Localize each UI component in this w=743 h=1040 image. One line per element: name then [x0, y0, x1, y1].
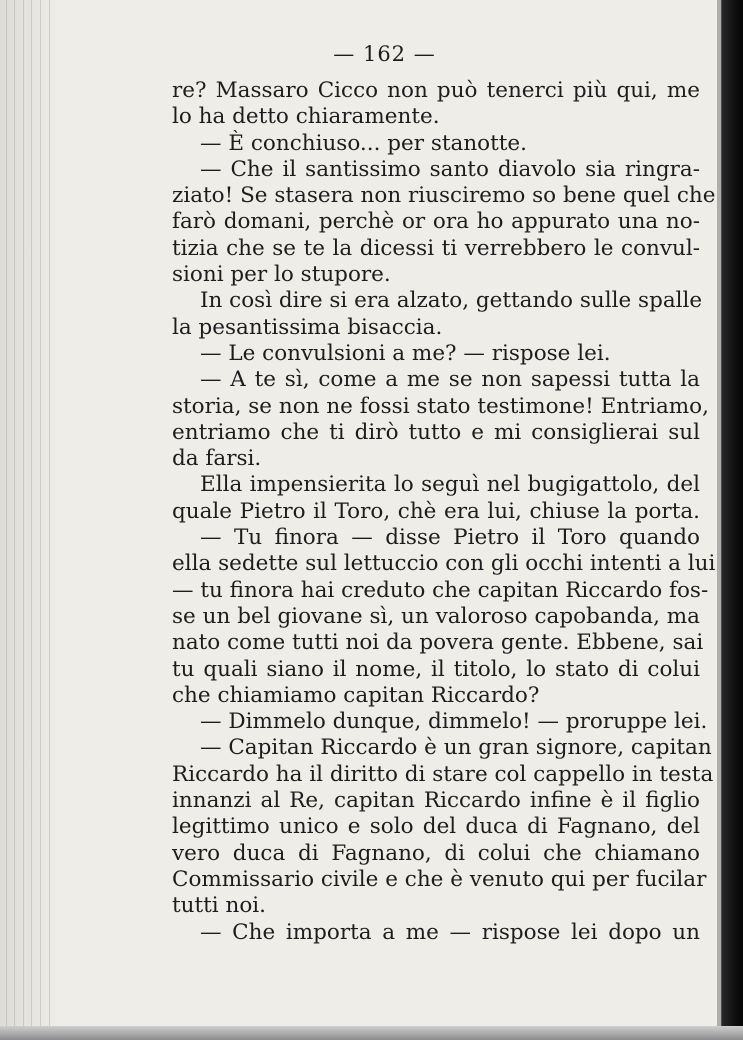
text-line: — Che il santissimo santo diavolo sia ringra- [200, 156, 700, 182]
binding-shadow [717, 0, 722, 1040]
text-line: nato come tutti noi da povera gente. Ebbene, sai [172, 630, 704, 656]
text-line: Riccardo ha il diritto di stare col cappello in testa [172, 761, 714, 787]
text-line: lo ha detto chiaramente. [172, 104, 440, 130]
text-line: In così dire si era alzato, gettando sulle spalle [200, 288, 703, 314]
text-line: — Che importa a me — rispose lei dopo un [200, 919, 700, 945]
gutter-stripe [40, 0, 41, 1040]
text-line: — Capitan Riccardo è un gran signore, capitan [200, 735, 712, 761]
text-line: entriamo che ti dirò tutto e mi consiglierai sul [172, 419, 700, 445]
book-binding-edge [721, 0, 743, 1040]
page-number: — 162 — [333, 42, 436, 66]
text-line: quale Pietro il Toro, chè era lui, chiuse la porta. [172, 498, 700, 524]
text-line: — Tu finora — disse Pietro il Toro quando [200, 525, 700, 551]
gutter-stripe [31, 0, 32, 1040]
text-line: storia, se non ne fossi stato testimone! Entriamo, [172, 393, 709, 419]
text-line: farò domani, perchè or ora ho appurato una no- [172, 209, 700, 235]
body-text [172, 78, 716, 946]
text-line: tu quali siano il nome, il titolo, lo stato di colui [172, 656, 700, 682]
text-line: innanzi al Re, capitan Riccardo infine è il figlio [172, 788, 700, 814]
text-line: ziato! Se stasera non riusciremo so bene quel che [172, 183, 716, 209]
text-line: Ella impensierita lo seguì nel bugigattolo, del [200, 472, 700, 498]
text-line: — Le convulsioni a me? — rispose lei. [200, 340, 611, 366]
text-line: sioni per lo stupore. [172, 262, 391, 288]
text-line: se un bel giovane sì, un valoroso capobanda, ma [172, 603, 700, 629]
text-line: tizia che se te la dicessi ti verrebbero le convul- [172, 235, 700, 261]
text-line: tutti noi. [172, 893, 266, 919]
text-line: da farsi. [172, 446, 262, 472]
text-line: — A te sì, come a me se non sapessi tutta la [200, 367, 700, 393]
gutter-stripe [23, 0, 24, 1040]
text-line: — È conchiuso... per stanotte. [200, 130, 527, 156]
text-line: che chiamiamo capitan Riccardo? [172, 682, 540, 708]
page-gutter [0, 0, 58, 1040]
gutter-stripe [6, 0, 7, 1040]
page-bottom-edge [0, 1026, 743, 1040]
text-line: ella sedette sul lettuccio con gli occhi intenti a lui [172, 551, 716, 577]
text-line: legittimo unico e solo del duca di Fagnano, del [172, 814, 700, 840]
text-line: re? Massaro Cicco non può tenerci più qui, me [172, 78, 700, 103]
text-line: la pesantissima bisaccia. [172, 314, 443, 340]
gutter-stripe [14, 0, 15, 1040]
text-line: vero duca di Fagnano, di colui che chiamano [172, 840, 700, 866]
text-line: — tu finora hai creduto che capitan Riccardo fos- [172, 577, 709, 603]
text-line: — Dimmelo dunque, dimmelo! — proruppe lei. [200, 709, 708, 735]
gutter-stripe [49, 0, 50, 1040]
text-line: Commissario civile e che è venuto qui per fucilar [172, 866, 707, 892]
